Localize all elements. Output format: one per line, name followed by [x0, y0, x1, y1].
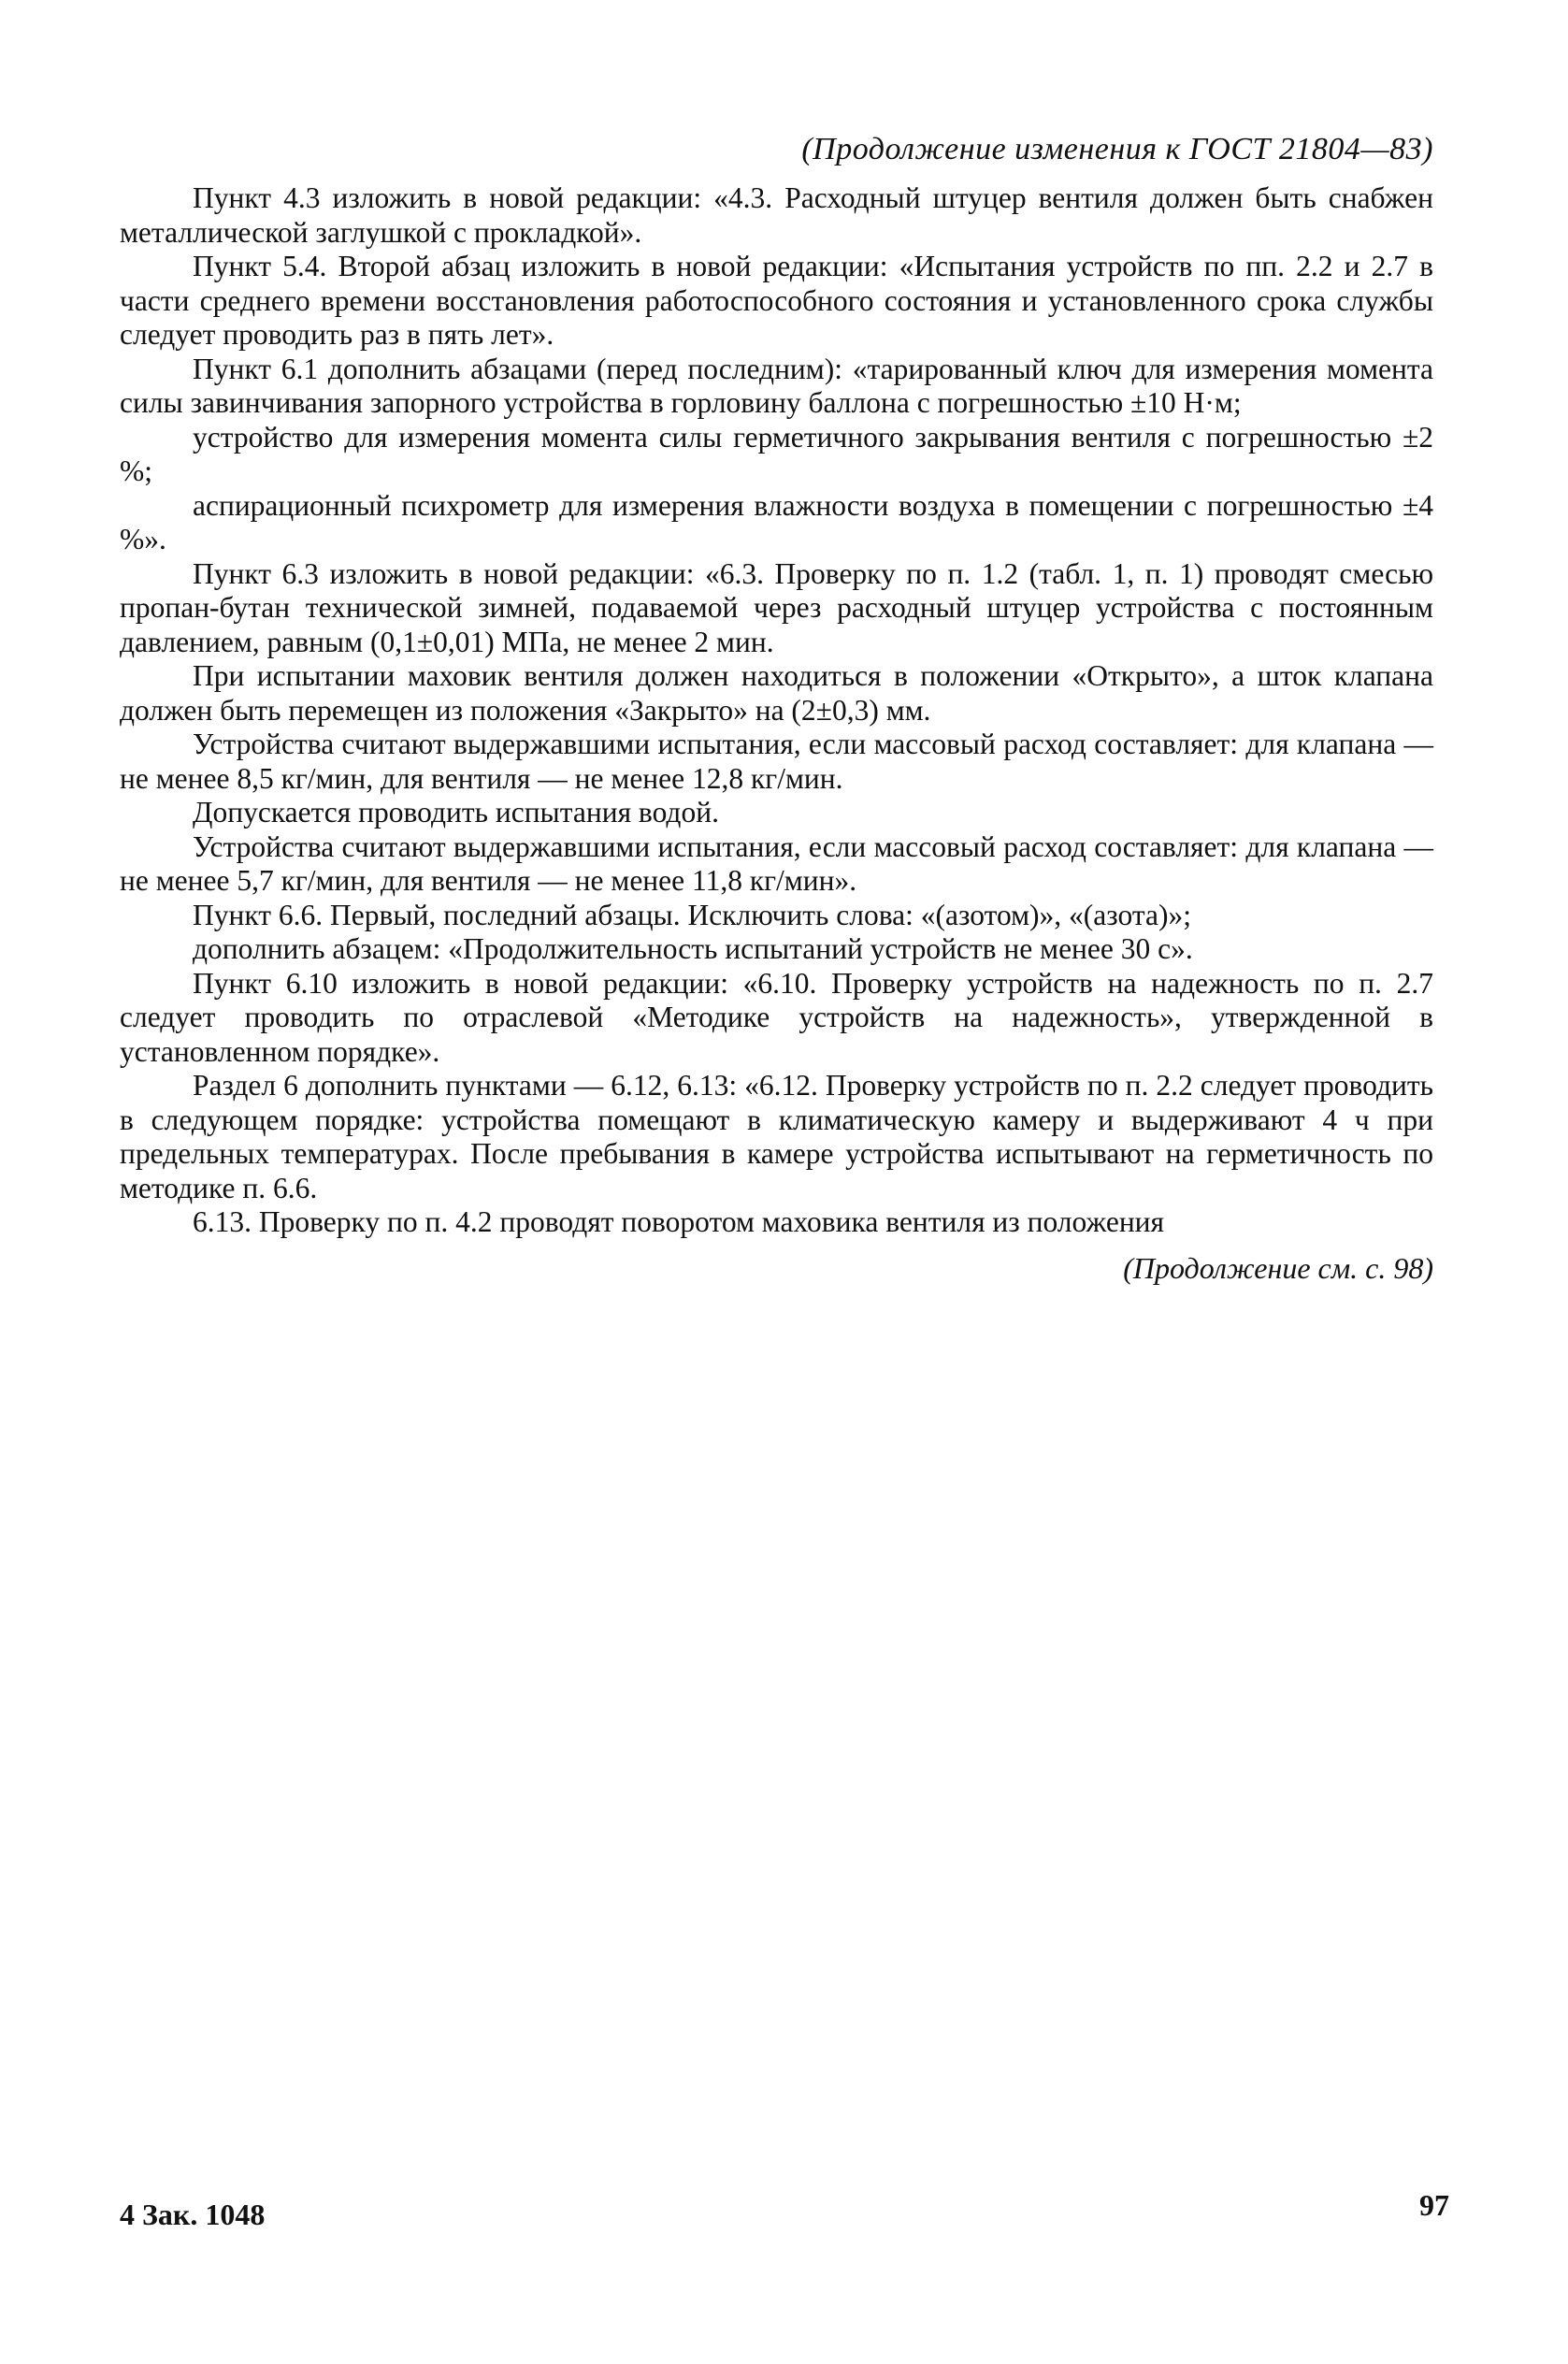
- paragraph: дополнить абзацем: «Продолжительность испытаний устройств не менее 30 с».: [193, 932, 1193, 965]
- paragraph: Устройства считают выдержавшими испытания, если массовый расход составляет: для клапана — не менее 5,7 кг/мин, для вентиля — не менее 11,8 кг/мин».: [120, 829, 1433, 897]
- paragraph: Пункт 6.1 дополнить абзацами (перед последним): «тарированный ключ для измерения момента силы завинчивания запорного устройства в горловину баллона с погрешностью ±10 Н·м;: [120, 352, 1433, 419]
- paragraph: Пункт 5.4. Второй абзац изложить в новой редакции: «Испытания устройств по пп. 2.2 и 2.7 в части среднего времени восстановления работоспособного состояния и установленного срока службы следует проводить раз в пять лет».: [120, 250, 1433, 351]
- paragraph: Пункт 6.10 изложить в новой редакции: «6.10. Проверку устройств на надежность по п. 2.7 следует проводить по отраслевой «Методике устройств на надежность», утвержденной в установленном порядке».: [120, 966, 1433, 1068]
- paragraph: Допускается проводить испытания водой.: [193, 796, 719, 829]
- paragraph: При испытании маховик вентиля должен находиться в положении «Открыто», а шток клапана должен быть перемещен из положения «Закрыто» на (2±0,3) мм.: [120, 659, 1433, 727]
- paragraph: Устройства считают выдержавшими испытания, если массовый расход составляет: для клапана — не менее 8,5 кг/мин, для вентиля — не менее 12,8 кг/мин.: [120, 728, 1433, 795]
- page-number: 97: [1419, 2188, 1449, 2222]
- paragraph: Пункт 6.3 изложить в новой редакции: «6.3. Проверку по п. 1.2 (табл. 1, п. 1) проводят смесью пропан-бутан технической зимней, подаваемой через расходный штуцер устройства с постоянным давлением, равным (0,1±0,01) МПа, не менее 2 мин.: [120, 556, 1433, 658]
- paragraph: Пункт 6.6. Первый, последний абзацы. Исключить слова: «(азотом)», «(азота)»;: [193, 898, 1191, 931]
- paragraph: Раздел 6 дополнить пунктами — 6.12, 6.13: «6.12. Проверку устройств по п. 2.2 следует проводить в следующем порядке: устройства помещают в климатическую камеру и выдерживают 4 ч при предельных температурах. После пребывания в камере устройства испытывают на герметичность по методике п. 6.6.: [120, 1069, 1433, 1204]
- continued-note: (Продолжение см. с. 98): [1123, 1250, 1433, 1285]
- page-header: (Продолжение изменения к ГОСТ 21804—83): [801, 132, 1433, 166]
- paragraph: Пункт 4.3 изложить в новой редакции: «4.3. Расходный штуцер вентиля должен быть снабжен металлической заглушкой с прокладкой».: [120, 181, 1433, 249]
- document-body: [120, 181, 1433, 1240]
- page-footer: [120, 2188, 1449, 2241]
- order-number: 4 Зак. 1048: [120, 2198, 266, 2231]
- paragraph: устройство для измерения момента силы герметичного закрывания вентиля с погрешностью ±2 %;: [120, 420, 1433, 487]
- paragraph: 6.13. Проверку по п. 4.2 проводят поворотом маховика вентиля из положения: [193, 1205, 1165, 1238]
- paragraph: аспирационный психрометр для измерения влажности воздуха в помещении с погрешностью ±4 %».: [120, 488, 1433, 555]
- document-page: [120, 131, 1433, 2319]
